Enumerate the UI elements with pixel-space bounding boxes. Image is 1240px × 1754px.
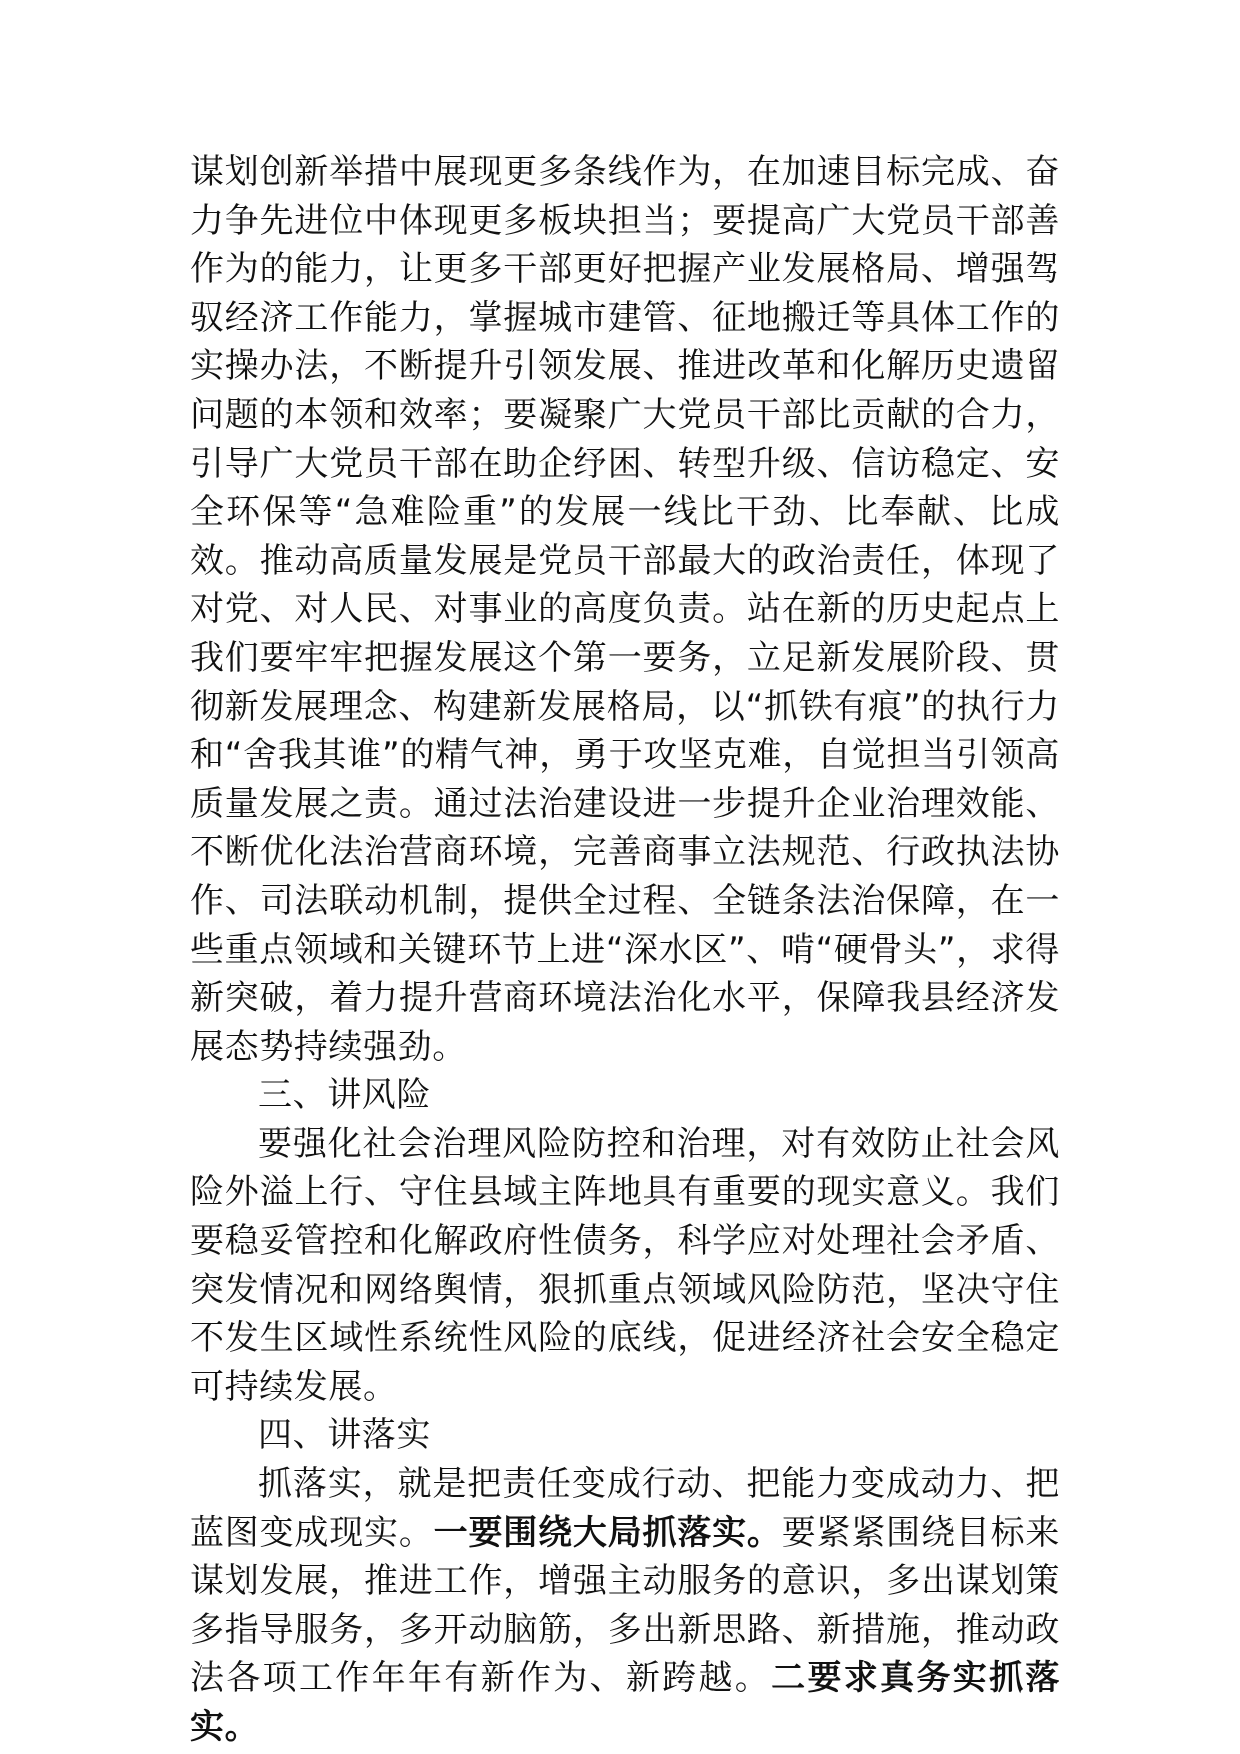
document-body xyxy=(190,148,1060,1752)
implementation-intro-text: 抓落实，就是把责任变成行动、把能力变成动力、把蓝图变成现实。 xyxy=(190,1464,1060,1553)
paragraph-development: 谋划创新举措中展现更多条线作为，在加速目标完成、奋力争先进位中体现更多板块担当；要提高广大党员干部善作为的能力，让更多干部更好把握产业发展格局、增强驾驭经济工作能力，掌握城市建管、征地搬迁等具体工作的实操办法，不断提升引领发展、推进改革和化解历史遗留问题的本领和效率；要凝聚广大党员干部比贡献的合力，引导广大党员干部在助企纾困、转型升级、信访稳定、安全环保等“急难险重”的发展一线比干劲、比奉献、比成效。推动高质量发展是党员干部最大的政治责任，体现了对党、对人民、对事业的高度负责。站在新的历史起点上我们要牢牢把握发展这个第一要务，立足新发展阶段、贯彻新发展理念、构建新发展格局，以“抓铁有痕”的执行力和“舍我其谁”的精气神，勇于攻坚克难，自觉担当引领高质量发展之责。通过法治建设进一步提升企业治理效能、不断优化法治营商环境，完善商事立法规范、行政执法协作、司法联动机制，提供全过程、全链条法治保障，在一些重点领域和关键环节上进“深水区”、啃“硬骨头”，求得新突破，着力提升营商环境法治化水平，保障我县经济发展态势持续强劲。 xyxy=(190,152,1060,1067)
implementation-detail-text: 要紧紧围绕目标来谋划发展，推进工作，增强主动服务的意识，多出谋划策多指导服务，多开动脑筋，多出新思路、新措施，推动政法各项工作年年有新作为、新跨越。 xyxy=(190,1512,1060,1699)
section-heading-risk: 三、讲风险 xyxy=(258,1075,431,1116)
section-heading-implementation: 四、讲落实 xyxy=(258,1415,431,1456)
paragraph-implementation xyxy=(190,1460,1060,1752)
paragraph-risk: 要强化社会治理风险防控和治理，对有效防止社会风险外溢上行、守住县域主阵地具有重要的现实意义。我们要稳妥管控和化解政府性债务，科学应对处理社会矛盾、突发情况和网络舆情，狠抓重点领域风险防范，坚决守住不发生区域性系统性风险的底线，促进经济社会安全稳定可持续发展。 xyxy=(190,1123,1060,1407)
bold-point-two: 二要求真务实抓落实。 xyxy=(190,1658,1060,1747)
bold-point-one: 一要围绕大局抓落实。 xyxy=(433,1512,782,1553)
